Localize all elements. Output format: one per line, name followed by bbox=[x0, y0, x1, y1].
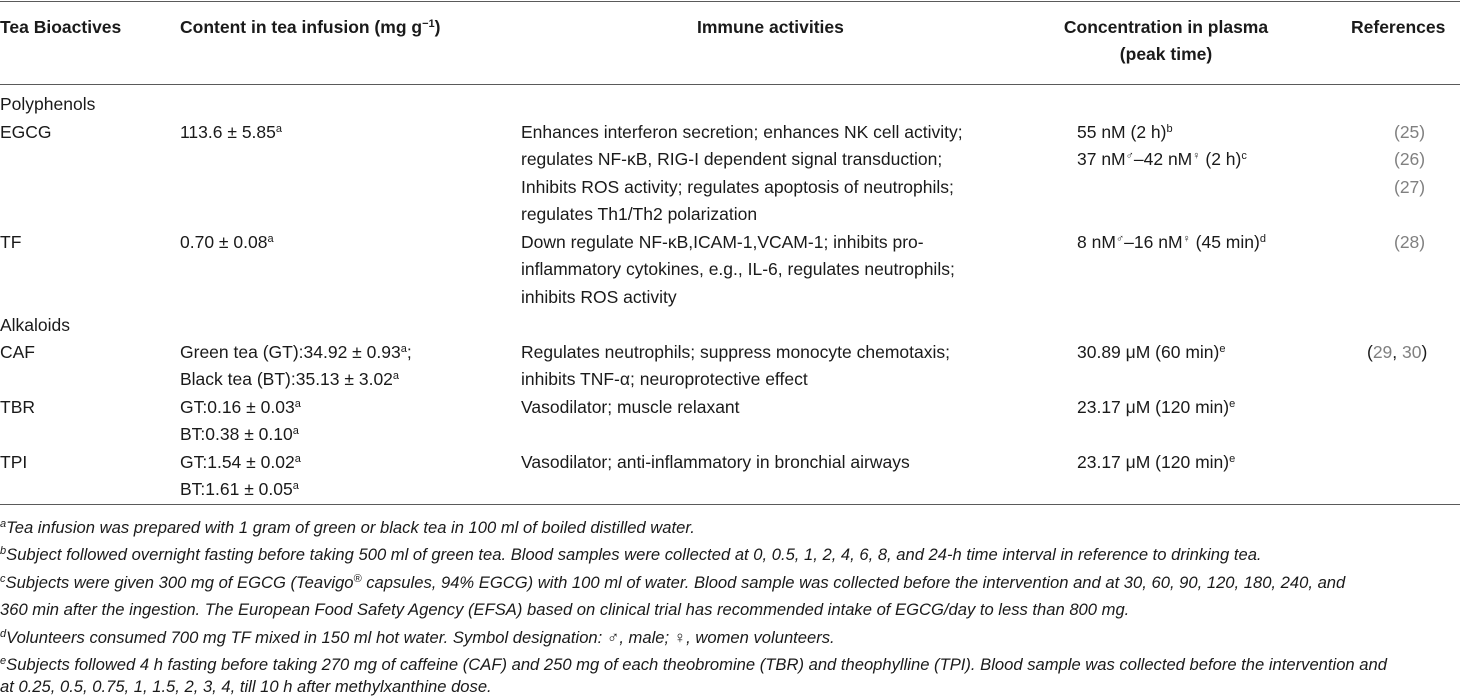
footnote-e-continued: at 0.25, 0.5, 0.75, 1, 1.5, 2, 3, 4, till 10 h after methylxanthine dose. bbox=[0, 677, 492, 696]
row-tbr-content-2: BT:0.38 ± 0.10$^a$ bbox=[180, 424, 299, 444]
footnote-a: $^a$Tea infusion was prepared with 1 gram of green or black tea in 100 ml of boiled distilled water. bbox=[0, 518, 695, 537]
group-alkaloids: Alkaloids bbox=[0, 315, 71, 335]
row-tf-activity-1: Down regulate NF-κB,ICAM-1,VCAM-1; inhibits pro- bbox=[521, 232, 924, 252]
row-caf-activity-2: inhibits TNF-α; neuroprotective effect bbox=[521, 369, 808, 389]
header-concentration: Concentration in plasma bbox=[1063, 17, 1269, 37]
footnote-c-continued: 360 min after the ingestion. The European Food Safety Agency (EFSA) based on clinical trial has recommended intake of EGCG/day to less than 800 mg. bbox=[0, 600, 1130, 619]
female-symbol: ♀ bbox=[1182, 233, 1191, 245]
row-tpi-name: TPI bbox=[0, 452, 28, 472]
row-tbr-name: TBR bbox=[0, 397, 35, 417]
row-tf-activity-3: inhibits ROS activity bbox=[521, 287, 677, 307]
top-rule bbox=[0, 1, 1460, 2]
row-tpi-content-2: BT:1.61 ± 0.05$^a$ bbox=[180, 479, 299, 499]
row-caf-refs: (29, 30) bbox=[1367, 342, 1428, 362]
footnote-e: $^e$Subjects followed 4 h fasting before taking 270 mg of caffeine (CAF) and 250 mg of each theobromine (TBR) and theophylline (TPI). Blood sample was collected before the intervention and bbox=[0, 655, 1387, 674]
row-caf-activity-1: Regulates neutrophils; suppress monocyte chemotaxis; bbox=[521, 342, 950, 362]
row-egcg-activity-3: Inhibits ROS activity; regulates apoptosis of neutrophils; bbox=[521, 177, 954, 197]
row-tf-activity-2: inflammatory cytokines, e.g., IL-6, regulates neutrophils; bbox=[521, 259, 955, 279]
row-egcg-name: EGCG bbox=[0, 122, 52, 142]
row-egcg-activity-2: regulates NF-κB, RIG-I dependent signal transduction; bbox=[521, 149, 943, 169]
row-egcg-ref-1[interactable]: (25) bbox=[1394, 122, 1426, 142]
row-tpi-activity: Vasodilator; anti-inflammatory in bronchial airways bbox=[521, 452, 910, 472]
row-tf-conc: 8 nM♂–16 nM♀ (45 min)$^d$ bbox=[1077, 232, 1266, 252]
row-tbr-conc: 23.17 μM (120 min)$^e$ bbox=[1077, 397, 1236, 417]
row-caf-content-2: Black tea (BT):35.13 ± 3.02$^a$ bbox=[180, 369, 400, 389]
row-egcg-content: 113.6 ± 5.85$^a$ bbox=[180, 122, 283, 142]
ref-30-link[interactable]: 30 bbox=[1402, 342, 1422, 362]
row-tbr-activity: Vasodilator; muscle relaxant bbox=[521, 397, 740, 417]
row-tf-content: 0.70 ± 0.08$^a$ bbox=[180, 232, 274, 252]
row-tpi-conc: 23.17 μM (120 min)$^e$ bbox=[1077, 452, 1236, 472]
group-polyphenols: Polyphenols bbox=[0, 94, 96, 114]
header-peak-time: (peak time) bbox=[1119, 44, 1213, 64]
row-egcg-activity-1: Enhances interferon secretion; enhances NK cell activity; bbox=[521, 122, 963, 142]
row-egcg-activity-4: regulates Th1/Th2 polarization bbox=[521, 204, 758, 224]
row-tf-ref[interactable]: (28) bbox=[1394, 232, 1426, 252]
row-egcg-conc-2: 37 nM♂–42 nM♀ (2 h)$^c$ bbox=[1077, 149, 1247, 169]
row-tf-name: TF bbox=[0, 232, 22, 252]
row-caf-conc: 30.89 μM (60 min)$^e$ bbox=[1077, 342, 1226, 362]
footnote-b: $^b$Subject followed overnight fasting before taking 500 ml of green tea. Blood samples were collected at 0, 0.5, 1, 2, 4, 6, 8, and 24-h time interval in reference to drinking tea. bbox=[0, 545, 1262, 564]
header-content: Content in tea infusion (mg $g^{-1}$) bbox=[180, 17, 441, 37]
row-egcg-ref-2[interactable]: (26) bbox=[1394, 149, 1426, 169]
row-tbr-content-1: GT:0.16 ± 0.03$^a$ bbox=[180, 397, 301, 417]
row-egcg-ref-3[interactable]: (27) bbox=[1394, 177, 1426, 197]
row-egcg-conc-1: 55 nM (2 h)$^b$ bbox=[1077, 122, 1173, 142]
header-references: References bbox=[1351, 17, 1446, 37]
bottom-rule bbox=[0, 504, 1460, 505]
male-symbol: ♂ bbox=[1125, 150, 1134, 162]
header-immune-activities: Immune activities bbox=[697, 17, 844, 37]
row-tpi-content-1: GT:1.54 ± 0.02$^a$ bbox=[180, 452, 301, 472]
header-tea-bioactives: Tea Bioactives bbox=[0, 17, 122, 37]
footnote-c: $^c$Subjects were given 300 mg of EGCG (Teavigo® capsules, 94% EGCG) with 100 ml of water. Blood sample was collected before the intervention and at 30, 60, 90, 120, 180, 240, and bbox=[0, 573, 1346, 592]
row-caf-name: CAF bbox=[0, 342, 35, 362]
header-rule bbox=[0, 84, 1460, 85]
female-symbol: ♀ bbox=[1192, 150, 1201, 162]
row-caf-content-1: Green tea (GT):34.92 ± 0.93$^a$; bbox=[180, 342, 412, 362]
ref-29-link[interactable]: 29 bbox=[1372, 342, 1393, 362]
footnote-d: $^d$Volunteers consumed 700 mg TF mixed in 150 ml hot water. Symbol designation: ♂, male; ♀, women volunteers. bbox=[0, 628, 835, 647]
male-symbol: ♂ bbox=[1115, 233, 1125, 245]
